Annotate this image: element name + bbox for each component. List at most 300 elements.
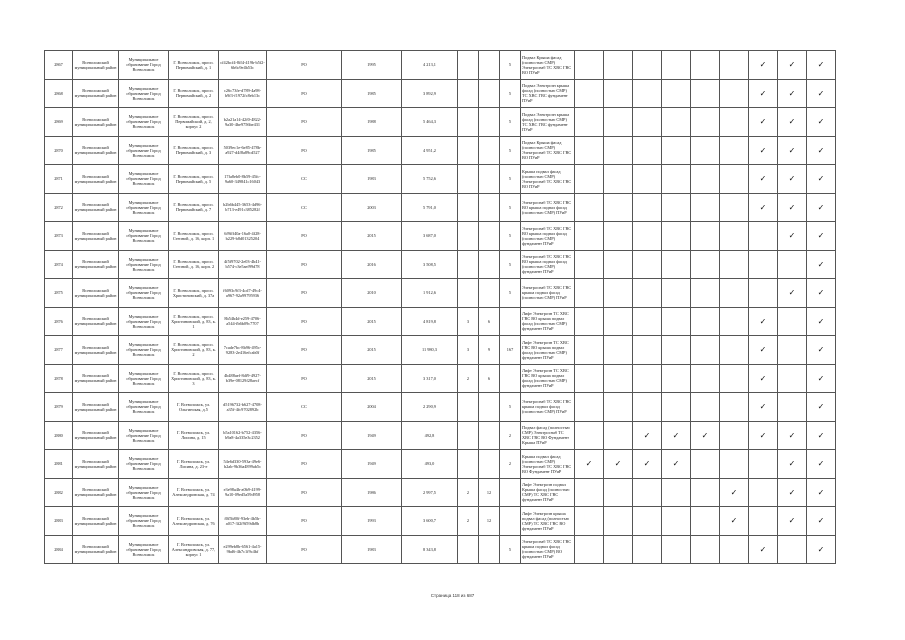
- checkmark-icon: ✓: [672, 459, 680, 469]
- check-cell: [604, 336, 633, 365]
- checkmark-icon: ✓: [759, 402, 767, 412]
- check-cell: [807, 165, 836, 194]
- works-cell: Электроснаб ТС ХВС ГВС ВО крыша подвал фасад (полностью СМР) фундамент ПУиР: [521, 250, 575, 279]
- guid-cell: 4f5f9702-2e03-4b41-b574-c3e5aef99d78: [219, 250, 267, 279]
- works-cell: Электроснаб ТС ХВС ГВС ВО крыша подвал фасад (полностью СМР) ПУиР: [521, 193, 575, 222]
- check-cell: [691, 193, 720, 222]
- check-cell: [807, 136, 836, 165]
- checkmark-icon: ✓: [817, 516, 825, 526]
- check-cell: [720, 307, 749, 336]
- check-cell: [720, 222, 749, 251]
- check-cell: [720, 136, 749, 165]
- area-cell: 2 290,9: [402, 393, 458, 422]
- entrances-cell: 9: [479, 336, 500, 365]
- check-cell: [662, 250, 691, 279]
- check-cell: [749, 108, 778, 137]
- checkmark-icon: ✓: [817, 288, 825, 298]
- works-cell: Подвал Крыша фасад (полностью СМР) Электроснаб ТС ХВС ГВС ВО ПУиР: [521, 136, 575, 165]
- house-type-cell: РО: [267, 421, 342, 450]
- check-cell: [749, 136, 778, 165]
- row-number: 2871: [45, 165, 73, 194]
- check-cell: [633, 51, 662, 80]
- lifts-cell: 3: [458, 307, 479, 336]
- checkmark-icon: ✓: [817, 487, 825, 497]
- checkmark-icon: ✓: [817, 145, 825, 155]
- year-cell: 1993: [342, 507, 402, 536]
- house-type-cell: РО: [267, 535, 342, 564]
- check-cell: [575, 307, 604, 336]
- check-cell: [662, 421, 691, 450]
- district-cell: Всеволожский муниципальный район: [73, 79, 119, 108]
- guid-cell: 54e6d330-593a-49e6-b2ab-9b36a4899ab5c: [219, 450, 267, 479]
- table-row: [45, 307, 836, 336]
- row-number: 2881: [45, 450, 73, 479]
- check-cell: [691, 165, 720, 194]
- works-cell: Электроснаб ТС ХВС ГВС ВО крыша подвал фасад (полностью СМР) фундамент ПУиР: [521, 222, 575, 251]
- check-cell: [778, 51, 807, 80]
- works-cell: Лифт Электроэн крыша подвал фасад (полностью СМР) ТС ХВС ГВС ВО фундамент ПУиР: [521, 507, 575, 536]
- check-cell: [604, 478, 633, 507]
- checkmark-icon: ✓: [817, 117, 825, 127]
- works-cell: Подвал Электроэн крыша фасад (полностью СМР) ТС ХВС ГВС фундамент ПУиР: [521, 108, 575, 137]
- owner-cell: Муниципальное образование Город Всеволожск: [119, 478, 169, 507]
- check-cell: [575, 393, 604, 422]
- table-row: [45, 250, 836, 279]
- check-cell: [749, 421, 778, 450]
- check-cell: [749, 279, 778, 308]
- check-cell: [807, 478, 836, 507]
- owner-cell: Муниципальное образование Город Всеволожск: [119, 79, 169, 108]
- district-cell: Всеволожский муниципальный район: [73, 393, 119, 422]
- check-cell: [633, 193, 662, 222]
- area-cell: 3 508,5: [402, 250, 458, 279]
- guid-cell: b5a10162-b752-4356-b9a8-4a335e3c2352: [219, 421, 267, 450]
- entrances-cell: 12: [479, 478, 500, 507]
- house-type-cell: РО: [267, 136, 342, 165]
- checkmark-icon: ✓: [817, 231, 825, 241]
- check-cell: [749, 364, 778, 393]
- check-cell: [807, 222, 836, 251]
- check-cell: [778, 507, 807, 536]
- checkmark-icon: ✓: [788, 145, 796, 155]
- address-cell: Г. Всеволожск, ул. Александровская, д. 74: [169, 478, 219, 507]
- check-cell: [807, 393, 836, 422]
- checkmark-icon: ✓: [759, 345, 767, 355]
- guid-cell: b2a21a14-42f0-4822-9a30-4be9756be431: [219, 108, 267, 137]
- checkmark-icon: ✓: [730, 516, 738, 526]
- table-row: [45, 393, 836, 422]
- lifts-cell: [458, 108, 479, 137]
- checkmark-icon: ✓: [817, 174, 825, 184]
- checkmark-icon: ✓: [759, 316, 767, 326]
- owner-cell: Муниципальное образование Город Всеволожск: [119, 507, 169, 536]
- check-cell: [720, 193, 749, 222]
- checkmark-icon: ✓: [759, 174, 767, 184]
- check-cell: [778, 108, 807, 137]
- district-cell: Всеволожский муниципальный район: [73, 279, 119, 308]
- house-type-cell: РО: [267, 478, 342, 507]
- house-type-cell: РО: [267, 307, 342, 336]
- year-cell: 2015: [342, 307, 402, 336]
- check-cell: [720, 51, 749, 80]
- check-cell: [720, 507, 749, 536]
- house-type-cell: РО: [267, 336, 342, 365]
- address-cell: Г. Всеволожск, ул. Лисина, д. 15: [169, 421, 219, 450]
- check-cell: [604, 421, 633, 450]
- check-cell: [575, 193, 604, 222]
- check-cell: [691, 364, 720, 393]
- check-cell: [778, 136, 807, 165]
- check-cell: [633, 165, 662, 194]
- floors-cell: 5: [500, 51, 521, 80]
- house-type-cell: РО: [267, 51, 342, 80]
- check-cell: [720, 535, 749, 564]
- guid-cell: 5039ec1e-6e85-478b-a927-d4f8a89cd527: [219, 136, 267, 165]
- check-cell: [633, 535, 662, 564]
- area-cell: 1 912,6: [402, 279, 458, 308]
- floors-cell: 5: [500, 222, 521, 251]
- checkmark-icon: ✓: [817, 316, 825, 326]
- table-row: [45, 478, 836, 507]
- year-cell: 2010: [342, 279, 402, 308]
- works-cell: Электроснаб ТС ХВС ГВС крыша подвал фасад (полностью СМР) ВО фундамент ПУиР: [521, 535, 575, 564]
- check-cell: [604, 79, 633, 108]
- check-cell: [720, 393, 749, 422]
- area-cell: 5 464,3: [402, 108, 458, 137]
- check-cell: [633, 307, 662, 336]
- checkmark-icon: ✓: [788, 487, 796, 497]
- house-type-cell: РО: [267, 450, 342, 479]
- check-cell: [633, 478, 662, 507]
- floors-cell: 5: [500, 193, 521, 222]
- check-cell: [749, 51, 778, 80]
- row-number: 2879: [45, 393, 73, 422]
- check-cell: [575, 364, 604, 393]
- owner-cell: Муниципальное образование Город Всеволожск: [119, 51, 169, 80]
- checkmark-icon: ✓: [643, 430, 651, 440]
- check-cell: [604, 450, 633, 479]
- check-cell: [604, 222, 633, 251]
- district-cell: Всеволожский муниципальный район: [73, 108, 119, 137]
- entrances-cell: [479, 165, 500, 194]
- district-cell: Всеволожский муниципальный район: [73, 535, 119, 564]
- entrances-cell: [479, 535, 500, 564]
- check-cell: [575, 250, 604, 279]
- lifts-cell: [458, 165, 479, 194]
- entrances-cell: [479, 421, 500, 450]
- works-cell: Подвал Крыша фасад (полностью СМР) Электроснаб ТС ХВС ГВС ВО ПУиР: [521, 51, 575, 80]
- floors-cell: 2: [500, 450, 521, 479]
- check-cell: [575, 535, 604, 564]
- area-cell: 5 752,6: [402, 165, 458, 194]
- owner-cell: Муниципальное образование Город Всеволожск: [119, 535, 169, 564]
- area-cell: 3 687,0: [402, 222, 458, 251]
- check-cell: [778, 393, 807, 422]
- check-cell: [720, 478, 749, 507]
- owner-cell: Муниципальное образование Город Всеволожск: [119, 450, 169, 479]
- owner-cell: Муниципальное образование Город Всеволожск: [119, 393, 169, 422]
- owner-cell: Муниципальное образование Город Всеволожск: [119, 108, 169, 137]
- address-cell: Г. Всеволожск, просп. Степной, д. 16, корп. 2: [169, 250, 219, 279]
- year-cell: 2016: [342, 250, 402, 279]
- house-type-cell: РО: [267, 250, 342, 279]
- year-cell: 2015: [342, 222, 402, 251]
- checkmark-icon: ✓: [788, 516, 796, 526]
- owner-cell: Муниципальное образование Город Всеволожск: [119, 279, 169, 308]
- check-cell: [662, 108, 691, 137]
- checkmark-icon: ✓: [788, 202, 796, 212]
- check-cell: [691, 222, 720, 251]
- row-number: 2878: [45, 364, 73, 393]
- house-type-cell: РО: [267, 79, 342, 108]
- check-cell: [807, 250, 836, 279]
- district-cell: Всеволожский муниципальный район: [73, 250, 119, 279]
- year-cell: 1988: [342, 108, 402, 137]
- lifts-cell: [458, 79, 479, 108]
- floors-cell: 5: [500, 393, 521, 422]
- guid-cell: 4b488aef-8df9-4927-b39e-08129f28aecf: [219, 364, 267, 393]
- checkmark-icon: ✓: [614, 459, 622, 469]
- area-cell: 3 600,7: [402, 507, 458, 536]
- area-cell: 493,0: [402, 450, 458, 479]
- checkmark-icon: ✓: [759, 117, 767, 127]
- row-number: 2877: [45, 336, 73, 365]
- check-cell: [662, 279, 691, 308]
- guid-cell: e299eb8b-6561-4a15-9bd6-4b7c1f9c4bf: [219, 535, 267, 564]
- check-cell: [633, 421, 662, 450]
- area-cell: 3 892,9: [402, 79, 458, 108]
- check-cell: [575, 136, 604, 165]
- check-cell: [807, 51, 836, 80]
- checkmark-icon: ✓: [788, 174, 796, 184]
- check-cell: [691, 307, 720, 336]
- row-number: 2883: [45, 507, 73, 536]
- check-cell: [749, 165, 778, 194]
- check-cell: [575, 507, 604, 536]
- check-cell: [778, 364, 807, 393]
- lifts-cell: 2: [458, 364, 479, 393]
- check-cell: [575, 108, 604, 137]
- floors-cell: 5: [500, 108, 521, 137]
- check-cell: [662, 393, 691, 422]
- owner-cell: Муниципальное образование Город Всеволожск: [119, 136, 169, 165]
- row-number: 2869: [45, 108, 73, 137]
- address-cell: Г. Всеволожск, просп. Степной, д. 16, корп. 1: [169, 222, 219, 251]
- floors-cell: 167: [500, 336, 521, 365]
- check-cell: [662, 507, 691, 536]
- check-cell: [662, 364, 691, 393]
- checkmark-icon: ✓: [759, 202, 767, 212]
- check-cell: [778, 535, 807, 564]
- check-cell: [691, 507, 720, 536]
- check-cell: [633, 222, 662, 251]
- district-cell: Всеволожский муниципальный район: [73, 165, 119, 194]
- check-cell: [575, 165, 604, 194]
- works-cell: Подвал фасад (полностью СМР) Электроснаб ТС ХВС ГВС ВО Фундамент Крыша ПУиР: [521, 421, 575, 450]
- check-cell: [807, 421, 836, 450]
- address-cell: Г. Всеволожск, просп. Христиновский, д. 37а: [169, 279, 219, 308]
- check-cell: [575, 478, 604, 507]
- area-cell: 11 980,3: [402, 336, 458, 365]
- entrances-cell: [479, 51, 500, 80]
- floors-cell: 5: [500, 79, 521, 108]
- check-cell: [604, 136, 633, 165]
- district-cell: Всеволожский муниципальный район: [73, 450, 119, 479]
- address-cell: Г. Всеволожск, ул. Ольгинская, д.5: [169, 393, 219, 422]
- works-cell: Электроснаб ТС ХВС ГВС крыша подвал фасад (полностью СМР) ПУиР: [521, 279, 575, 308]
- check-cell: [604, 535, 633, 564]
- checkmark-icon: ✓: [817, 544, 825, 554]
- year-cell: 2004: [342, 393, 402, 422]
- district-cell: Всеволожский муниципальный район: [73, 222, 119, 251]
- check-cell: [633, 507, 662, 536]
- table-row: [45, 193, 836, 222]
- check-cell: [633, 136, 662, 165]
- table-row: [45, 450, 836, 479]
- check-cell: [691, 79, 720, 108]
- checkmark-icon: ✓: [788, 231, 796, 241]
- check-cell: [633, 364, 662, 393]
- table-row: [45, 421, 836, 450]
- lifts-cell: [458, 393, 479, 422]
- check-cell: [720, 364, 749, 393]
- check-cell: [662, 136, 691, 165]
- check-cell: [662, 51, 691, 80]
- house-type-cell: РО: [267, 222, 342, 251]
- checkmark-icon: ✓: [817, 430, 825, 440]
- lifts-cell: [458, 279, 479, 308]
- guid-cell: 8b54b4d-e259-4706-a544-fb6b09c7707: [219, 307, 267, 336]
- check-cell: [633, 450, 662, 479]
- check-cell: [807, 307, 836, 336]
- check-cell: [778, 478, 807, 507]
- floors-cell: [500, 307, 521, 336]
- guid-cell: 17fa8eb0-8b59-45fc-9a60-349841c16043: [219, 165, 267, 194]
- checkmark-icon: ✓: [788, 117, 796, 127]
- check-cell: [778, 450, 807, 479]
- checkmark-icon: ✓: [759, 544, 767, 554]
- checkmark-icon: ✓: [817, 402, 825, 412]
- check-cell: [720, 250, 749, 279]
- entrances-cell: [479, 108, 500, 137]
- house-type-cell: РО: [267, 108, 342, 137]
- checkmark-icon: ✓: [817, 459, 825, 469]
- check-cell: [749, 393, 778, 422]
- address-cell: Г. Всеволожск, просп. Первомайский, д. 3: [169, 136, 219, 165]
- check-cell: [778, 79, 807, 108]
- table-row: [45, 165, 836, 194]
- check-cell: [604, 193, 633, 222]
- check-cell: [807, 364, 836, 393]
- works-cell: Электроснаб ТС ХВС ГВС крыша подвал фасад (полностью СМР) ПУиР: [521, 393, 575, 422]
- check-cell: [662, 450, 691, 479]
- address-cell: Г. Всеволожск, ул. Лисина, д. 23-е: [169, 450, 219, 479]
- checkmark-icon: ✓: [730, 487, 738, 497]
- checkmark-icon: ✓: [788, 459, 796, 469]
- year-cell: 1983: [342, 535, 402, 564]
- owner-cell: Муниципальное образование Город Всеволожск: [119, 222, 169, 251]
- owner-cell: Муниципальное образование Город Всеволожск: [119, 193, 169, 222]
- year-cell: 1995: [342, 51, 402, 80]
- floors-cell: [500, 478, 521, 507]
- lifts-cell: 3: [458, 336, 479, 365]
- entrances-cell: [479, 79, 500, 108]
- guid-cell: 7cade7bc-8b96-495c-9283-2e416efcab0f: [219, 336, 267, 365]
- check-cell: [720, 336, 749, 365]
- house-type-cell: СС: [267, 165, 342, 194]
- entrances-cell: [479, 250, 500, 279]
- lifts-cell: [458, 136, 479, 165]
- guid-cell: b2b6b445-3653-4d96-b713-e491c385282f: [219, 193, 267, 222]
- check-cell: [575, 421, 604, 450]
- entrances-cell: [479, 193, 500, 222]
- checkmark-icon: ✓: [759, 145, 767, 155]
- checkmark-icon: ✓: [817, 88, 825, 98]
- address-cell: Г. Всеволожск, просп. Первомайский, д. 2: [169, 79, 219, 108]
- check-cell: [575, 336, 604, 365]
- row-number: 2872: [45, 193, 73, 222]
- check-cell: [691, 478, 720, 507]
- house-type-cell: РО: [267, 279, 342, 308]
- check-cell: [749, 336, 778, 365]
- check-cell: [778, 165, 807, 194]
- check-cell: [633, 79, 662, 108]
- checkmark-icon: ✓: [788, 430, 796, 440]
- district-cell: Всеволожский муниципальный район: [73, 51, 119, 80]
- district-cell: Всеволожский муниципальный район: [73, 193, 119, 222]
- row-number: 2867: [45, 51, 73, 80]
- row-number: 2874: [45, 250, 73, 279]
- lifts-cell: [458, 535, 479, 564]
- check-cell: [575, 279, 604, 308]
- check-cell: [662, 222, 691, 251]
- entrances-cell: [479, 136, 500, 165]
- address-cell: Г. Всеволожск, просп. Первомайский, д. 1: [169, 51, 219, 80]
- check-cell: [604, 51, 633, 80]
- address-cell: Г. Всеволожск, ул. Александровская, д. 77, корпус 1: [169, 535, 219, 564]
- checkmark-icon: ✓: [817, 373, 825, 383]
- lifts-cell: [458, 421, 479, 450]
- check-cell: [604, 250, 633, 279]
- check-cell: [720, 279, 749, 308]
- area-cell: 4 951,2: [402, 136, 458, 165]
- year-cell: 1983: [342, 165, 402, 194]
- check-cell: [633, 336, 662, 365]
- owner-cell: Муниципальное образование Город Всеволожск: [119, 336, 169, 365]
- lifts-cell: [458, 51, 479, 80]
- checkmark-icon: ✓: [585, 459, 593, 469]
- district-cell: Всеволожский муниципальный район: [73, 136, 119, 165]
- district-cell: Всеволожский муниципальный район: [73, 307, 119, 336]
- works-cell: Лифт Электроэн ТС ХВС ГВС ВО крыша подвал фасад (полностью СМР) фундамент ПУиР: [521, 307, 575, 336]
- works-cell: Лифт Электроэн ТС ХВС ГВС ВО крыша подвал фасад (полностью СМР) фундамент ПУиР: [521, 364, 575, 393]
- works-cell: Крыша подвал фасад (полностью СМР) Электроснаб ТС ХВС ГВС ВО Фундамент ПУиР: [521, 450, 575, 479]
- check-cell: [749, 79, 778, 108]
- checkmark-icon: ✓: [817, 202, 825, 212]
- lifts-cell: [458, 450, 479, 479]
- guid-cell: c26c73fe-d789-4a98-b9f3-f1972fc8eb13c: [219, 79, 267, 108]
- check-cell: [604, 507, 633, 536]
- check-cell: [778, 307, 807, 336]
- check-cell: [691, 336, 720, 365]
- entrances-cell: [479, 393, 500, 422]
- guid-cell: f6093c9f3-4cd7-49c4-a967-92a99795936: [219, 279, 267, 308]
- check-cell: [604, 364, 633, 393]
- owner-cell: Муниципальное образование Город Всеволожск: [119, 250, 169, 279]
- guid-cell: 6f9fff40a-16a0-4f28-b229-b8d01325204: [219, 222, 267, 251]
- address-cell: Г. Всеволожск, просп. Христиновский, д. 83, к. 3: [169, 364, 219, 393]
- check-cell: [749, 478, 778, 507]
